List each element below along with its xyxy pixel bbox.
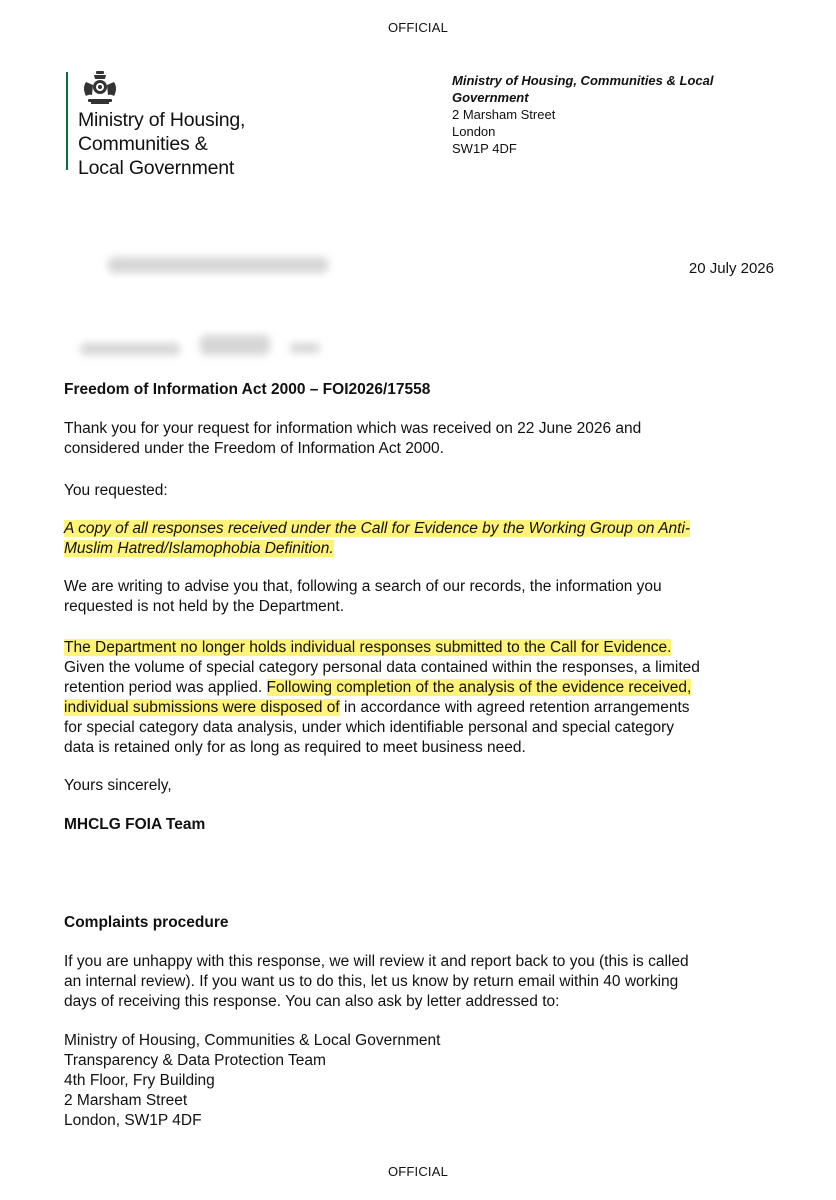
security-marking-bottom: OFFICIAL	[387, 1164, 449, 1179]
sender-postcode: SW1P 4DF	[452, 141, 517, 156]
closing-salutation: Yours sincerely,	[64, 777, 172, 794]
postal-address-line-3: 4th Floor, Fry Building	[64, 1072, 215, 1089]
postal-address-line-5: London, SW1P 4DF	[64, 1112, 202, 1129]
security-marking-top: OFFICIAL	[387, 20, 449, 35]
not-held-paragraph	[64, 577, 764, 617]
thanks-paragraph	[64, 419, 764, 459]
sender-org-line-1: Ministry of Housing, Communities & Local	[452, 73, 714, 88]
letter-date: 20 July 2026	[688, 260, 774, 277]
redacted-recipient-block	[60, 245, 360, 375]
complaints-line-3: days of receiving this response. You can also ask by letter addressed to:	[64, 993, 560, 1010]
you-requested-label: You requested:	[64, 482, 168, 499]
reason-line-2: Given the volume of special category personal data contained within the responses, a limited	[64, 659, 700, 676]
postal-address-line-2: Transparency & Data Protection Team	[64, 1052, 326, 1069]
request-quote-line-1: A copy of all responses received under the Call for Evidence by the Working Group on Anti-	[64, 520, 691, 537]
sender-address	[452, 72, 713, 157]
reason-highlight-2: Following completion of the analysis of the evidence received,	[266, 679, 692, 696]
signature: MHCLG FOIA Team	[64, 816, 206, 833]
reason-line-4-plain: in accordance with agreed retention arrangements	[339, 699, 690, 716]
sender-city: London	[452, 124, 496, 139]
thanks-line-1: Thank you for your request for information which was received on 22 June 2026 and	[64, 420, 642, 437]
reason-line-5: for special category data analysis, under which identifiable personal and special category	[64, 719, 675, 736]
request-quote-line-2: Muslim Hatred/Islamophobia Definition.	[64, 540, 334, 557]
not-held-line-1: We are writing to advise you that, following a search of our records, the information you	[64, 578, 662, 595]
complaints-heading: Complaints procedure	[64, 914, 229, 931]
logo-text-line-2: Communities &	[78, 133, 208, 155]
reason-line-3-plain: retention period was applied.	[64, 679, 267, 696]
reason-highlight-3: individual submissions were disposed of	[64, 699, 340, 716]
sender-street: 2 Marsham Street	[452, 107, 556, 122]
logo-green-rule	[66, 72, 68, 170]
reason-paragraph	[64, 638, 779, 758]
postal-address-line-4: 2 Marsham Street	[64, 1092, 188, 1109]
letter-heading: Freedom of Information Act 2000 – FOI2026/17558	[64, 381, 431, 398]
complaints-paragraph	[64, 952, 784, 1012]
sender-org-line-2: Government	[452, 90, 529, 105]
logo-text-line-3: Local Government	[78, 157, 235, 179]
not-held-line-2: requested is not held by the Department.	[64, 598, 345, 615]
department-logo	[66, 70, 306, 179]
logo-text-line-1: Ministry of Housing,	[78, 109, 246, 131]
thanks-line-2: considered under the Freedom of Information Act 2000.	[64, 440, 444, 457]
request-quote	[64, 519, 764, 559]
complaints-line-1: If you are unhappy with this response, we will review it and report back to you (this is called	[64, 953, 689, 970]
postal-address-line-1: Ministry of Housing, Communities & Local Government	[64, 1032, 441, 1049]
reason-line-6: data is retained only for as long as required to meet business need.	[64, 739, 526, 756]
complaints-line-2: an internal review). If you want us to do this, let us know by return email within 40 working	[64, 973, 679, 990]
complaints-postal-address	[64, 1031, 764, 1131]
reason-highlight-1: The Department no longer holds individual responses submitted to the Call for Evidence.	[64, 639, 672, 656]
royal-crest-icon	[80, 70, 120, 106]
